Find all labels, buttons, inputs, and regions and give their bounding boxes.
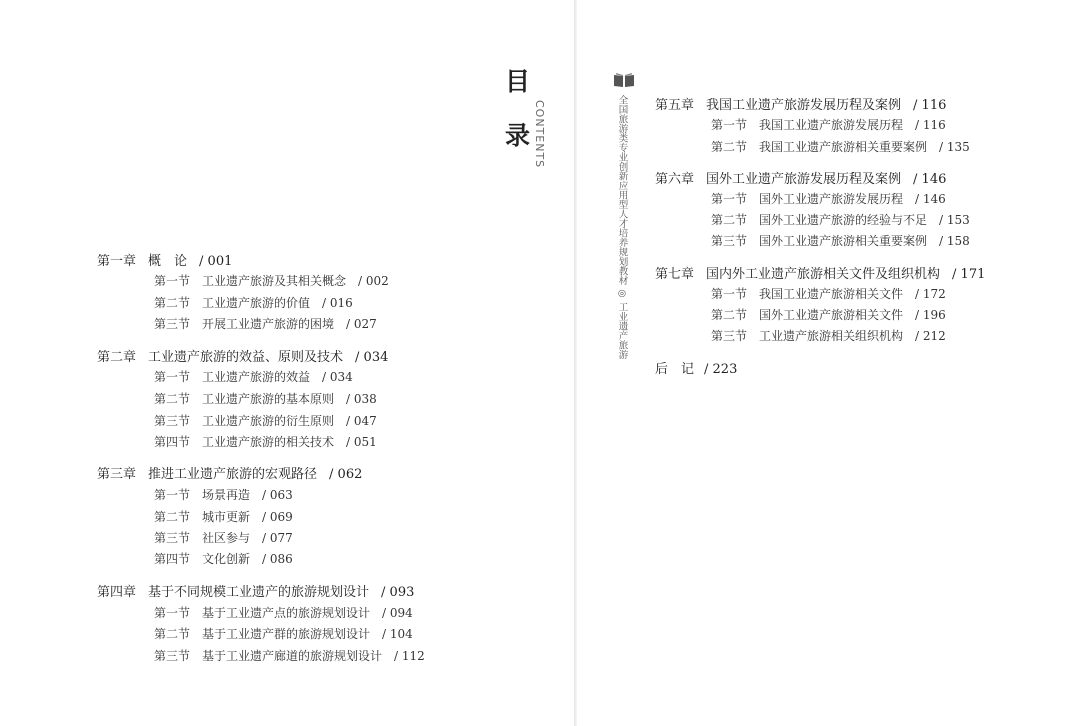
page-number: / 034 <box>322 370 353 384</box>
page-number: / 212 <box>915 329 946 343</box>
toc-section-1-1[interactable] <box>154 272 389 289</box>
page-number: / 116 <box>913 98 947 113</box>
section-title: 场景再造 <box>202 488 251 502</box>
page-number: / 116 <box>915 118 946 132</box>
chapter-label: 第五章 <box>655 98 695 113</box>
afterword-label: 后 记 <box>655 362 695 377</box>
page-number: / 034 <box>355 350 389 365</box>
chapter-label: 第七章 <box>655 267 695 282</box>
section-title: 工业遗产旅游的衍生原则 <box>202 414 335 428</box>
page-number: / 094 <box>382 606 413 620</box>
chapter-label: 第三章 <box>97 467 137 482</box>
page-number: / 158 <box>939 234 970 248</box>
toc-section-4-1[interactable] <box>154 604 413 621</box>
toc-section-3-2[interactable] <box>154 508 293 525</box>
contents-label: CONTENTS <box>533 100 546 169</box>
chapter-title: 基于不同规模工业遗产的旅游规划设计 <box>148 585 370 600</box>
section-title: 我国工业遗产旅游相关重要案例 <box>759 140 928 154</box>
page-number: / 223 <box>704 362 738 377</box>
section-title: 工业遗产旅游的相关技术 <box>202 435 335 449</box>
toc-afterword[interactable] <box>655 358 737 377</box>
page-number: / 047 <box>346 414 377 428</box>
series-label: 全国旅游类专业创新应用型人才培养规划教材 ◎ 工业遗产旅游 <box>616 95 628 360</box>
page-number: / 104 <box>382 627 413 641</box>
section-label: 第二节 <box>154 627 191 641</box>
section-label: 第三节 <box>154 317 191 331</box>
page-number: / 077 <box>262 531 293 545</box>
section-title: 城市更新 <box>202 510 251 524</box>
section-label: 第二节 <box>711 140 748 154</box>
toc-section-6-1[interactable] <box>711 190 946 207</box>
section-title: 工业遗产旅游及其相关概念 <box>202 274 347 288</box>
chapter-title: 概 论 <box>148 254 188 269</box>
toc-section-3-3[interactable] <box>154 529 293 546</box>
page-number: / 016 <box>322 296 353 310</box>
toc-section-3-1[interactable] <box>154 486 293 503</box>
toc-title-lu: 录 <box>505 121 531 150</box>
toc-section-7-3[interactable] <box>711 327 946 344</box>
section-label: 第四节 <box>154 552 191 566</box>
section-label: 第一节 <box>711 118 748 132</box>
page-number: / 146 <box>915 192 946 206</box>
section-title: 工业遗产旅游的效益 <box>202 370 311 384</box>
section-label: 第一节 <box>154 370 191 384</box>
section-label: 第三节 <box>711 234 748 248</box>
toc-section-4-3[interactable] <box>154 647 425 664</box>
section-title: 基于工业遗产群的旅游规划设计 <box>202 627 371 641</box>
toc-section-1-3[interactable] <box>154 315 377 332</box>
section-title: 我国工业遗产旅游相关文件 <box>759 287 904 301</box>
section-label: 第三节 <box>154 414 191 428</box>
toc-section-4-2[interactable] <box>154 625 413 642</box>
book-logo-icon <box>613 72 635 88</box>
chapter-label: 第四章 <box>97 585 137 600</box>
section-title: 开展工业遗产旅游的困境 <box>202 317 335 331</box>
chapter-label: 第二章 <box>97 350 137 365</box>
toc-section-2-3[interactable] <box>154 412 377 429</box>
chapter-title: 工业遗产旅游的效益、原则及技术 <box>148 350 344 365</box>
toc-chapter-3[interactable] <box>97 463 362 482</box>
toc-chapter-7[interactable] <box>655 263 985 282</box>
toc-chapter-4[interactable] <box>97 581 414 600</box>
chapter-title: 国内外工业遗产旅游相关文件及组织机构 <box>706 267 941 282</box>
section-title: 文化创新 <box>202 552 251 566</box>
page-number: / 093 <box>381 585 415 600</box>
toc-title-mu: 目 <box>505 67 531 96</box>
section-label: 第三节 <box>154 649 191 663</box>
section-label: 第二节 <box>711 213 748 227</box>
section-label: 第二节 <box>154 392 191 406</box>
section-label: 第一节 <box>711 287 748 301</box>
toc-section-5-2[interactable] <box>711 138 970 155</box>
section-title: 基于工业遗产廊道的旅游规划设计 <box>202 649 383 663</box>
chapter-title: 我国工业遗产旅游发展历程及案例 <box>706 98 902 113</box>
page-number: / 086 <box>262 552 293 566</box>
page-number: / 135 <box>939 140 970 154</box>
chapter-label: 第一章 <box>97 254 137 269</box>
section-label: 第一节 <box>154 488 191 502</box>
section-title: 我国工业遗产旅游发展历程 <box>759 118 904 132</box>
toc-section-2-1[interactable] <box>154 368 353 385</box>
section-label: 第二节 <box>711 308 748 322</box>
chapter-title: 推进工业遗产旅游的宏观路径 <box>148 467 318 482</box>
page-number: / 172 <box>915 287 946 301</box>
toc-section-7-2[interactable] <box>711 306 946 323</box>
page-number: / 051 <box>346 435 377 449</box>
chapter-title: 国外工业遗产旅游发展历程及案例 <box>706 172 902 187</box>
page-number: / 062 <box>329 467 363 482</box>
page-number: / 171 <box>952 267 986 282</box>
section-title: 工业遗产旅游的价值 <box>202 296 311 310</box>
page-number: / 038 <box>346 392 377 406</box>
toc-section-3-4[interactable] <box>154 550 293 567</box>
toc-section-1-2[interactable] <box>154 294 353 311</box>
section-title: 基于工业遗产点的旅游规划设计 <box>202 606 371 620</box>
toc-chapter-6[interactable] <box>655 168 946 187</box>
page-number: / 001 <box>199 254 233 269</box>
section-title: 国外工业遗产旅游相关文件 <box>759 308 904 322</box>
toc-section-7-1[interactable] <box>711 285 946 302</box>
page-number: / 069 <box>262 510 293 524</box>
section-title: 工业遗产旅游相关组织机构 <box>759 329 904 343</box>
section-label: 第一节 <box>154 274 191 288</box>
page-number: / 153 <box>939 213 970 227</box>
section-title: 国外工业遗产旅游发展历程 <box>759 192 904 206</box>
toc-chapter-1[interactable] <box>97 250 232 269</box>
toc-section-6-2[interactable] <box>711 211 970 228</box>
page-number: / 196 <box>915 308 946 322</box>
section-title: 国外工业遗产旅游的经验与不足 <box>759 213 928 227</box>
section-label: 第一节 <box>711 192 748 206</box>
page-number: / 112 <box>394 649 425 663</box>
toc-chapter-2[interactable] <box>97 346 388 365</box>
page-number: / 027 <box>346 317 377 331</box>
section-label: 第二节 <box>154 510 191 524</box>
toc-chapter-5[interactable] <box>655 94 946 113</box>
section-label: 第二节 <box>154 296 191 310</box>
page-number: / 002 <box>358 274 389 288</box>
section-label: 第三节 <box>154 531 191 545</box>
section-title: 工业遗产旅游的基本原则 <box>202 392 335 406</box>
section-title: 社区参与 <box>202 531 251 545</box>
chapter-label: 第六章 <box>655 172 695 187</box>
section-label: 第三节 <box>711 329 748 343</box>
toc-section-5-1[interactable] <box>711 116 946 133</box>
page-number: / 063 <box>262 488 293 502</box>
section-label: 第四节 <box>154 435 191 449</box>
page-number: / 146 <box>913 172 947 187</box>
toc-section-6-3[interactable] <box>711 232 970 249</box>
toc-section-2-2[interactable] <box>154 390 377 407</box>
section-title: 国外工业遗产旅游相关重要案例 <box>759 234 928 248</box>
toc-section-2-4[interactable] <box>154 433 377 450</box>
section-label: 第一节 <box>154 606 191 620</box>
